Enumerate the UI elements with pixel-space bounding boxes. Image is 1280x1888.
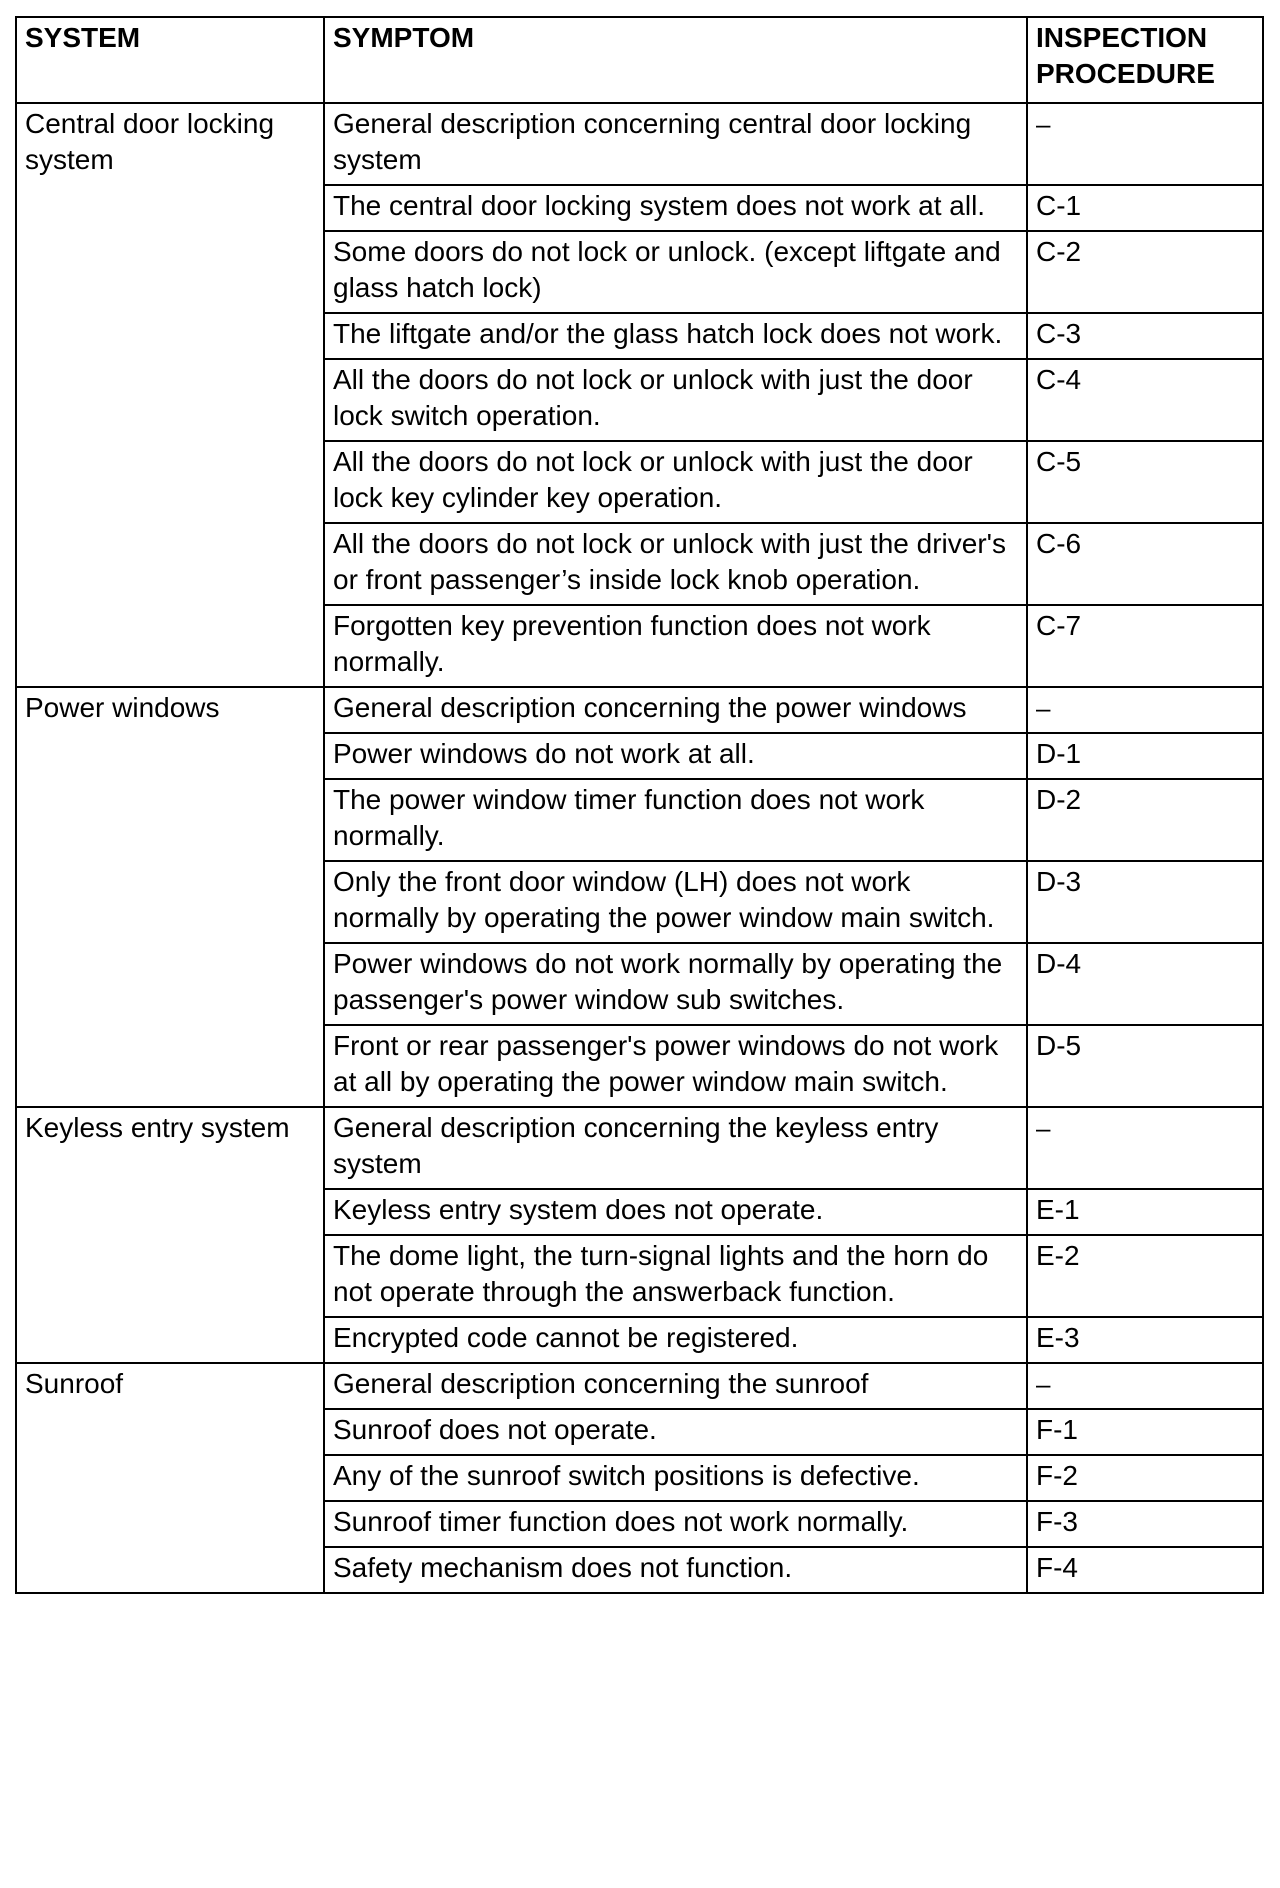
symptom-cell: Power windows do not work normally by operating the passenger's power window sub switches. xyxy=(324,943,1027,1025)
symptom-cell: Power windows do not work at all. xyxy=(324,733,1027,779)
header-symptom: SYMPTOM xyxy=(324,17,1027,103)
symptom-cell: The liftgate and/or the glass hatch lock does not work. xyxy=(324,313,1027,359)
table-row xyxy=(16,687,1263,733)
inspection-procedure-cell: C-5 xyxy=(1027,441,1263,523)
symptom-cell: All the doors do not lock or unlock with just the driver's or front passenger’s inside lock knob operation. xyxy=(324,523,1027,605)
symptom-cell: General description concerning the power windows xyxy=(324,687,1027,733)
inspection-procedure-cell: D-1 xyxy=(1027,733,1263,779)
inspection-procedure-cell: F-1 xyxy=(1027,1409,1263,1455)
symptom-cell: Forgotten key prevention function does not work normally. xyxy=(324,605,1027,687)
system-cell: Keyless entry system xyxy=(16,1107,324,1363)
inspection-procedure-cell: C-3 xyxy=(1027,313,1263,359)
inspection-procedure-cell: C-1 xyxy=(1027,185,1263,231)
symptom-cell: All the doors do not lock or unlock with just the door lock switch operation. xyxy=(324,359,1027,441)
symptom-cell: Front or rear passenger's power windows do not work at all by operating the power window main switch. xyxy=(324,1025,1027,1107)
system-cell: Central door locking system xyxy=(16,103,324,687)
header-row xyxy=(16,17,1263,103)
symptom-cell: Safety mechanism does not function. xyxy=(324,1547,1027,1593)
symptom-cell: Some doors do not lock or unlock. (except liftgate and glass hatch lock) xyxy=(324,231,1027,313)
inspection-procedure-cell: – xyxy=(1027,687,1263,733)
troubleshooting-table xyxy=(15,16,1264,1594)
inspection-procedure-cell: C-4 xyxy=(1027,359,1263,441)
symptom-cell: The dome light, the turn-signal lights and the horn do not operate through the answerback function. xyxy=(324,1235,1027,1317)
inspection-procedure-cell: F-2 xyxy=(1027,1455,1263,1501)
system-cell: Sunroof xyxy=(16,1363,324,1593)
inspection-procedure-cell: F-4 xyxy=(1027,1547,1263,1593)
symptom-cell: The power window timer function does not work normally. xyxy=(324,779,1027,861)
inspection-procedure-cell: C-7 xyxy=(1027,605,1263,687)
symptom-cell: Only the front door window (LH) does not work normally by operating the power window main switch. xyxy=(324,861,1027,943)
symptom-cell: Any of the sunroof switch positions is defective. xyxy=(324,1455,1027,1501)
inspection-procedure-cell: D-5 xyxy=(1027,1025,1263,1107)
inspection-procedure-cell: C-2 xyxy=(1027,231,1263,313)
symptom-cell: General description concerning central door locking system xyxy=(324,103,1027,185)
symptom-cell: General description concerning the sunroof xyxy=(324,1363,1027,1409)
inspection-procedure-cell: D-2 xyxy=(1027,779,1263,861)
inspection-procedure-cell: E-3 xyxy=(1027,1317,1263,1363)
symptom-cell: The central door locking system does not work at all. xyxy=(324,185,1027,231)
inspection-procedure-cell: C-6 xyxy=(1027,523,1263,605)
inspection-procedure-cell: – xyxy=(1027,103,1263,185)
table-body xyxy=(16,103,1263,1593)
inspection-procedure-cell: – xyxy=(1027,1363,1263,1409)
header-inspection-procedure: INSPECTION PROCEDURE xyxy=(1027,17,1263,103)
inspection-procedure-cell: E-1 xyxy=(1027,1189,1263,1235)
symptom-cell: All the doors do not lock or unlock with just the door lock key cylinder key operation. xyxy=(324,441,1027,523)
table-row xyxy=(16,1107,1263,1189)
table-row xyxy=(16,103,1263,185)
inspection-procedure-cell: – xyxy=(1027,1107,1263,1189)
system-cell: Power windows xyxy=(16,687,324,1107)
inspection-procedure-cell: D-3 xyxy=(1027,861,1263,943)
header-system: SYSTEM xyxy=(16,17,324,103)
inspection-procedure-cell: D-4 xyxy=(1027,943,1263,1025)
symptom-cell: Sunroof timer function does not work normally. xyxy=(324,1501,1027,1547)
symptom-cell: Keyless entry system does not operate. xyxy=(324,1189,1027,1235)
symptom-cell: Sunroof does not operate. xyxy=(324,1409,1027,1455)
inspection-procedure-cell: F-3 xyxy=(1027,1501,1263,1547)
inspection-procedure-cell: E-2 xyxy=(1027,1235,1263,1317)
symptom-cell: Encrypted code cannot be registered. xyxy=(324,1317,1027,1363)
symptom-cell: General description concerning the keyless entry system xyxy=(324,1107,1027,1189)
table-row xyxy=(16,1363,1263,1409)
